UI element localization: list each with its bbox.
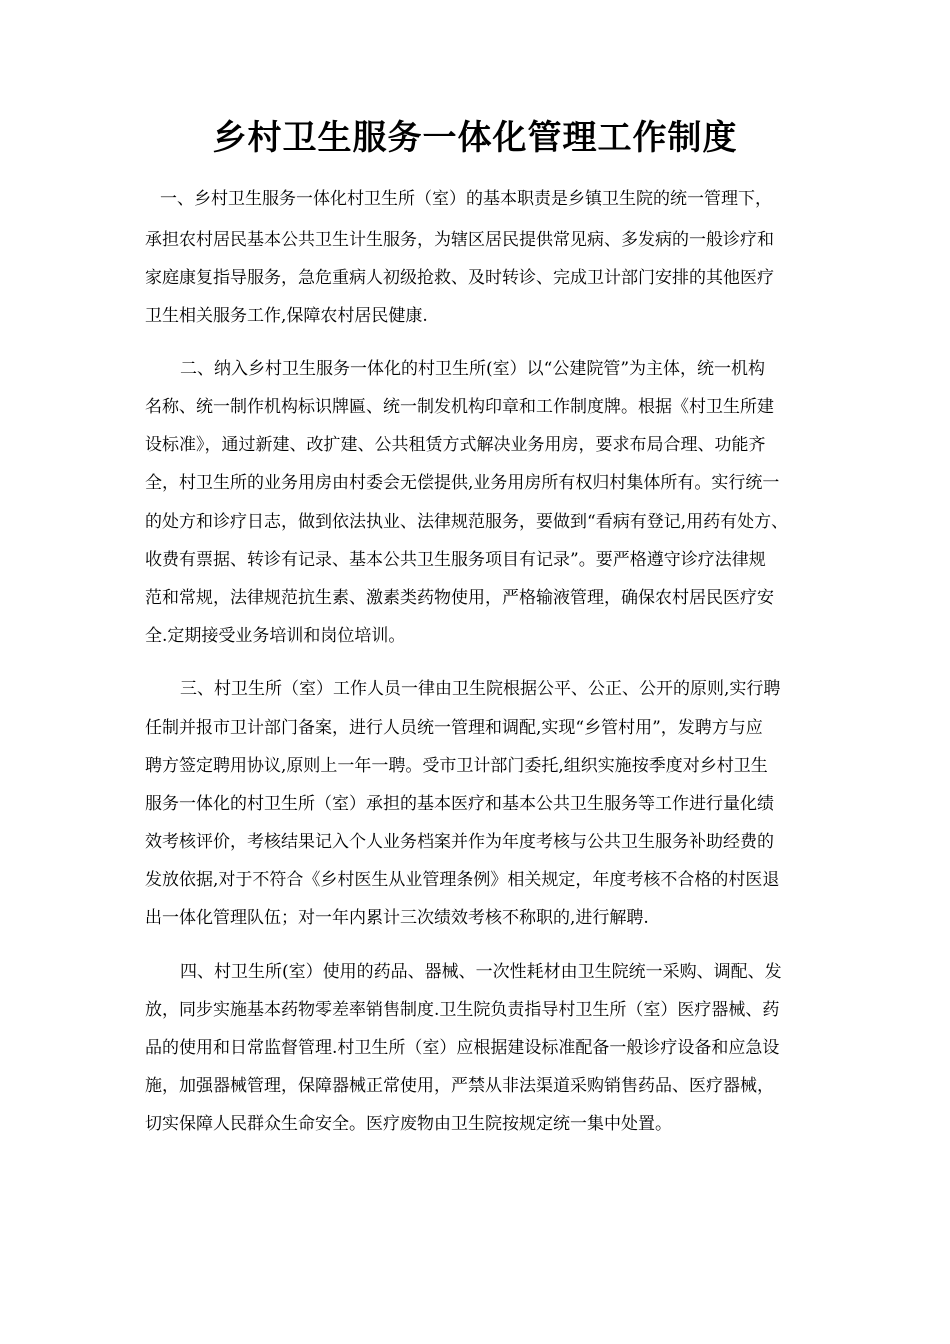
text-line: 出一体化管理队伍；对一年内累计三次绩效考核不称职的,进行解聘. [145,908,649,928]
text-line: 一、乡村卫生服务一体化村卫生所（室）的基本职责是乡镇卫生院的统一管理下， [160,189,772,209]
text-line: 放，同步实施基本药物零差率销售制度.卫生院负责指导村卫生所（室）医疗器械、药 [145,1000,780,1020]
text-line: 聘方签定聘用协议,原则上一年一聘。受市卫计部门委托,组织实施按季度对乡村卫生 [145,756,768,776]
text-line: 任制并报市卫计部门备案，进行人员统一管理和调配,实现“乡管村用”，发聘方与应 [145,718,763,738]
document-title: 乡村卫生服务一体化管理工作制度 [212,118,738,158]
text-line: 的处方和诊疗日志，做到依法执业、法律规范服务，要做到“看病有登记,用药有处方、 [145,512,789,532]
text-line: 四、村卫生所(室）使用的药品、器械、一次性耗材由卫生院统一采购、调配、发 [180,962,782,982]
text-line: 收费有票据、转诊有记录、基本公共卫生服务项目有记录”。要严格遵守诊疗法律规 [145,550,766,570]
text-line: 全，村卫生所的业务用房由村委会无偿提供,业务用房所有权归村集体所有。实行统一 [145,473,780,493]
text-line: 范和常规，法律规范抗生素、激素类药物使用，严格输液管理，确保农村居民医疗安 [145,588,774,608]
text-line: 三、村卫生所（室）工作人员一律由卫生院根据公平、公正、公开的原则,实行聘 [180,679,781,699]
text-line: 品的使用和日常监督管理.村卫生所（室）应根据建设标准配备一般诊疗设备和应急设 [145,1038,780,1058]
text-line: 承担农村居民基本公共卫生计生服务，为辖区居民提供常见病、多发病的一般诊疗和 [145,230,774,250]
text-line: 发放依据,对于不符合《乡村医生从业管理条例》相关规定，年度考核不合格的村医退 [145,870,780,890]
text-line: 设标准》，通过新建、改扩建、公共租赁方式解决业务用房，要求布局合理、功能齐 [145,435,766,455]
text-line: 卫生相关服务工作,保障农村居民健康. [145,306,428,326]
text-line: 全.定期接受业务培训和岗位培训。 [145,626,406,646]
text-line: 家庭康复指导服务，急危重病人初级抢救、及时转诊、完成卫计部门安排的其他医疗 [145,268,774,288]
text-line: 名称、统一制作机构标识牌匾、统一制发机构印章和工作制度牌。根据《村卫生所建 [145,397,774,417]
text-line: 施，加强器械管理，保障器械正常使用，严禁从非法渠道采购销售药品、医疗器械， [145,1076,774,1096]
text-line: 切实保障人民群众生命安全。医疗废物由卫生院按规定统一集中处置。 [145,1114,672,1134]
text-line: 效考核评价，考核结果记入个人业务档案并作为年度考核与公共卫生服务补助经费的 [145,832,774,852]
text-line: 二、纳入乡村卫生服务一体化的村卫生所(室）以“公建院管”为主体，统一机构 [180,359,766,379]
text-line: 服务一体化的村卫生所（室）承担的基本医疗和基本公共卫生服务等工作进行量化绩 [145,794,774,814]
